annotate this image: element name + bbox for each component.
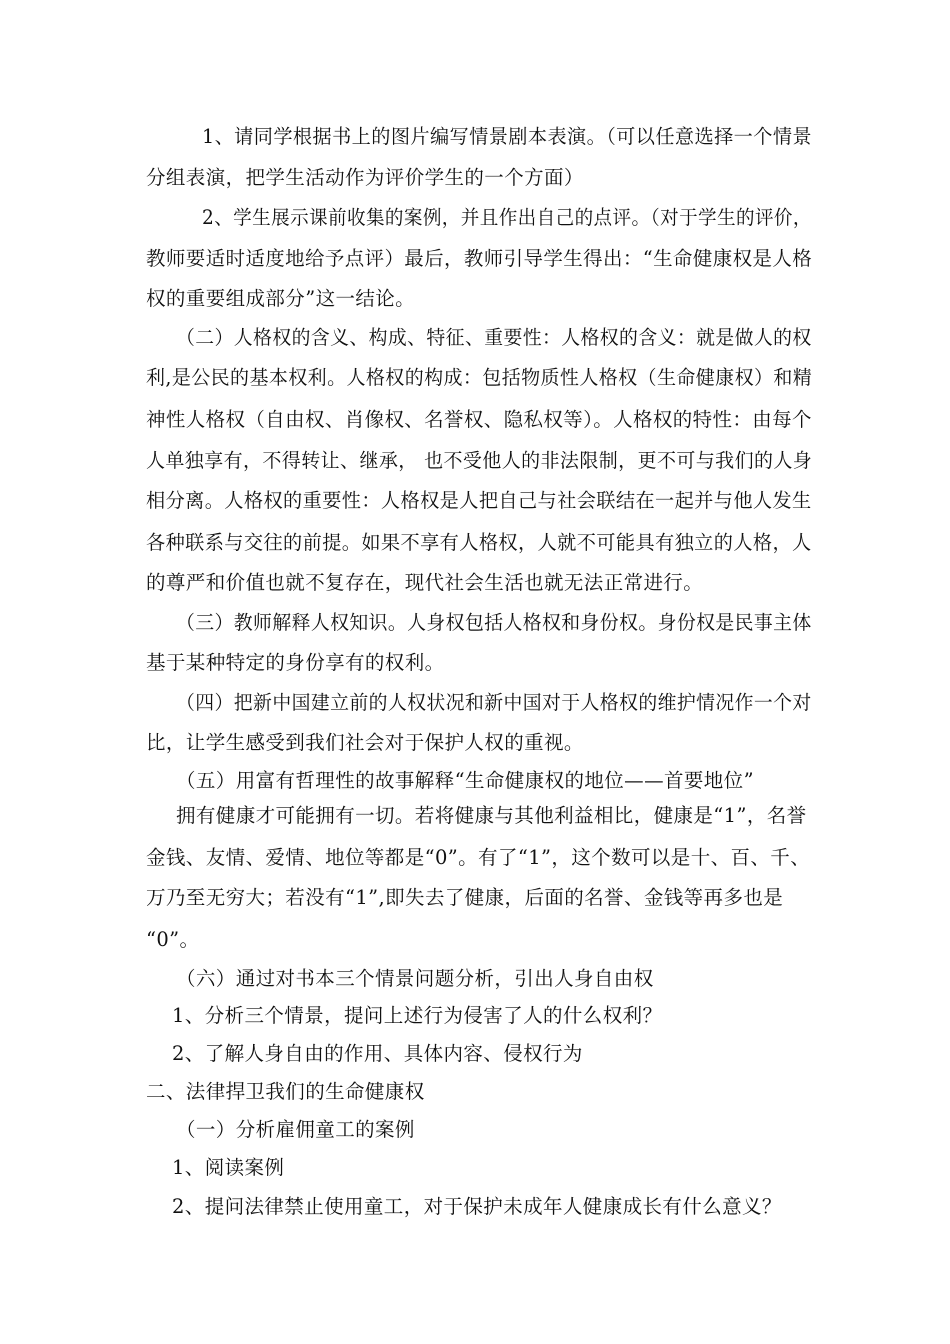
text-line: “0”。 [146,928,200,951]
text-line: 万乃至无穷大；若没有“1”,即失去了健康，后面的名誉、金钱等再多也是 [146,886,784,909]
text-line: 1、阅读案例 [172,1156,285,1179]
section-heading: 二、法律捍卫我们的生命健康权 [146,1080,425,1103]
text-line: 金钱、友情、爱情、地位等都是“0”。有了“1”，这个数可以是十、百、千、 [146,846,811,869]
text-line: 1、请同学根据书上的图片编写情景剧本表演。（可以任意选择一个情景 [202,125,812,148]
text-line: 分组表演，把学生活动作为评价学生的一个方面） [146,166,584,189]
text-line: （二）人格权的含义、构成、特征、重要性：人格权的含义：就是做人的权 [176,326,812,349]
text-line: 基于某种特定的身份享有的权利。 [146,651,445,674]
text-line: （六）通过对书本三个情景问题分析，引出人身自由权 [176,967,654,990]
text-line: 2、学生展示课前收集的案例，并且作出自己的点评。（对于学生的评价， [202,206,812,229]
text-line: 2、了解人身自由的作用、具体内容、侵权行为 [172,1042,583,1065]
text-line: 拥有健康才可能拥有一切。若将健康与其他利益相比，健康是“1”，名誉 [176,804,807,827]
text-line: （三）教师解释人权知识。人身权包括人格权和身份权。身份权是民事主体 [176,611,812,634]
text-line: 2、提问法律禁止使用童工，对于保护未成年人健康成长有什么意义？ [172,1195,782,1218]
text-line: 利,是公民的基本权利。人格权的构成：包括物质性人格权（生命健康权）和精 [146,366,813,389]
text-line: 相分离。人格权的重要性：人格权是人把自己与社会联结在一起并与他人发生 [146,489,812,512]
text-line: 1、分析三个情景，提问上述行为侵害了人的什么权利？ [172,1004,663,1027]
text-line: 神性人格权（自由权、肖像权、名誉权、隐私权等）。人格权的特性：由每个 [146,408,812,431]
text-line: 比，让学生感受到我们社会对于保护人权的重视。 [146,731,584,754]
text-line: （四）把新中国建立前的人权状况和新中国对于人格权的维护情况作一个对 [176,691,812,714]
text-line: 人单独享有，不得转让、继承， 也不受他人的非法限制，更不可与我们的人身 [146,449,813,472]
text-line: 权的重要组成部分”这一结论。 [146,287,416,310]
text-line: 各种联系与交往的前提。如果不享有人格权，人就不可能具有独立的人格，人 [146,531,812,554]
text-line: 教师要适时适度地给予点评）最后，教师引导学生得出：“生命健康权是人格 [146,247,813,270]
text-line: （五）用富有哲理性的故事解释“生命健康权的地位——首要地位” [176,769,754,792]
text-line: 的尊严和价值也就不复存在，现代社会生活也就无法正常进行。 [146,571,704,594]
text-line: （一）分析雇佣童工的案例 [176,1118,415,1141]
